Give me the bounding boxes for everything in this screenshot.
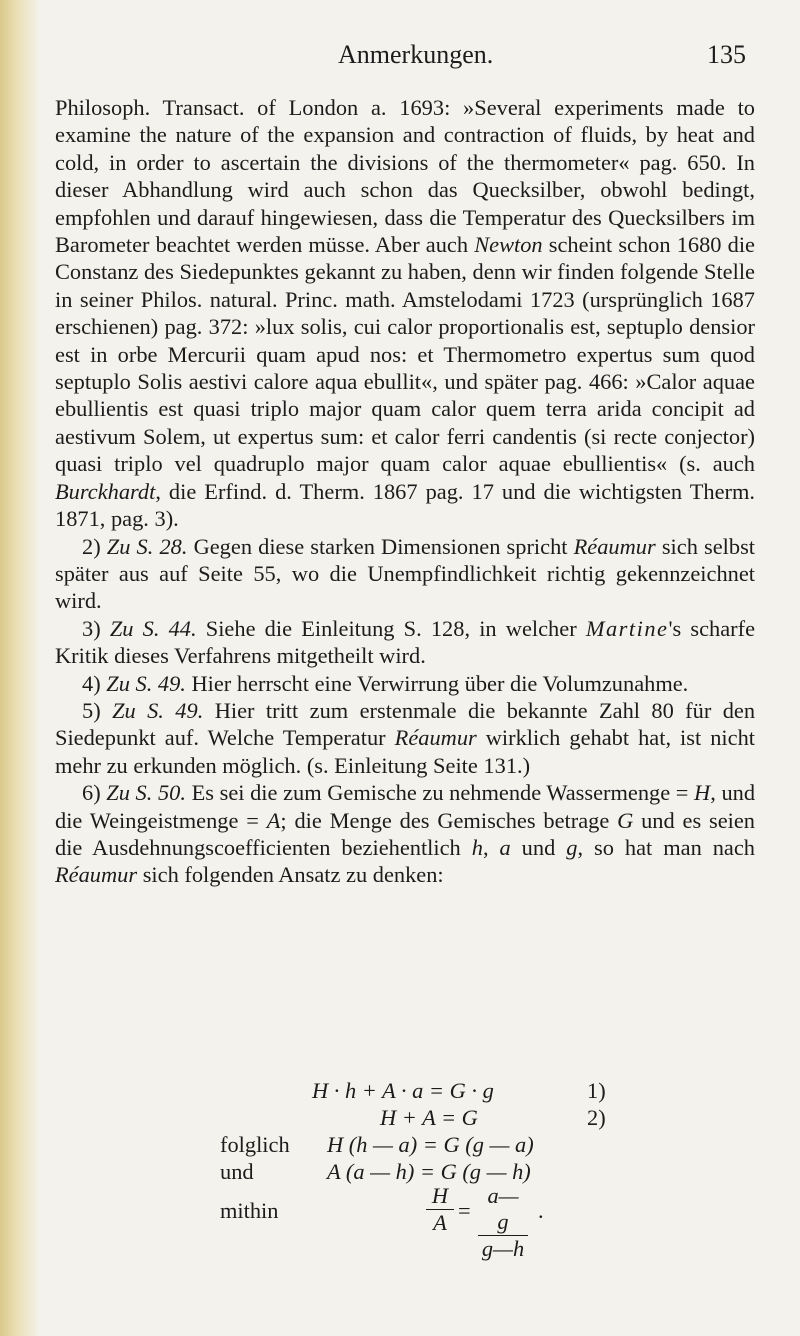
running-header — [338, 40, 746, 76]
body-text — [55, 94, 755, 889]
label-und: und — [220, 1159, 254, 1184]
equation-5-period: . — [538, 1198, 544, 1223]
fraction-right: $\frac{a—g}{g—h}$ — [478, 1183, 528, 1262]
paragraph-note-2: 2) Zu S. 28. Gegen diese starken Dimensionen spricht Réaumur sich selbst später aus auf Seite 55, wo die Unempfindlichkeit richtig gekennzeichnet wird. — [55, 533, 756, 614]
equation-3: H (h — a) = G (g — a) — [327, 1132, 534, 1157]
fraction-h-over-a: $\frac{H}{A}$ — [426, 1183, 454, 1236]
paragraph-note-4: 4) Zu S. 49. Hier herrscht eine Verwirrung über die Volumzunahme. — [82, 670, 689, 696]
page-number: 135 — [707, 40, 746, 69]
paragraph-note-1: Philosoph. Transact. of London a. 1693: »Several experiments made to examine the nature of the expansion and contraction of fluids, by heat and cold, in order to ascertain the divisions of the thermometer« pag. 650. In dieser Abhandlung wird auch schon das Quecksilber, obwohl bedingt, empfohlen und darauf hingewiesen, dass die Temperatur des Quecksilbers im Barometer beachtet werden müsse. Aber auch Newton scheint schon 1680 die Constanz des Siedepunktes gekannt zu haben, denn wir finden folgende Stelle in seiner Philos. natural. Princ. math. Amstelodami 1723 (ursprünglich 1687 erschienen) pag. 372: »lux solis, cui calor proportionalis est, septuplo densior est in orbe Mercurii quam apud nos: et Thermometro expertus sum quod septuplo Solis aestivi calore aqua ebullit«, und später pag. 466: »Calor aquae ebullientis est quasi triplo major quam calor quem terra arida concipit ad aestivum Solem, ut expertus sum: et calor ferri candentis (si recte conjector) quasi triplo vel quadruplo major quam calor aquae ebullientis« (s. auch Burckhardt, die Erfind. d. Therm. 1867 pag. 17 und die wichtigsten Therm. 1871, pag. 3). — [55, 95, 755, 532]
equation-1-number: 1) — [587, 1078, 606, 1103]
paragraph-note-5: 5) Zu S. 49. Hier tritt zum erstenmale die bekannte Zahl 80 für den Siedepunkt auf. Welche Temperatur Réaumur wirklich gehabt hat, ist nicht mehr zu erkunden möglich. (s. Einleitung Seite 131.) — [55, 697, 756, 778]
label-folglich: folglich — [220, 1132, 290, 1157]
equation-2-number: 2) — [587, 1105, 606, 1130]
equation-2: H + A = G — [380, 1105, 478, 1130]
equation-1: H · h + A · a = G · g — [312, 1078, 494, 1103]
paragraph-note-3: 3) Zu S. 44. Siehe die Einleitung S. 128, in welcher Martine's scharfe Kritik dieses Verfahrens mitgetheilt wird. — [55, 615, 756, 669]
running-title: Anmerkungen. — [338, 40, 494, 69]
paragraph-note-6: 6) Zu S. 50. Es sei die zum Gemische zu nehmende Wassermenge = H, und die Weingeistmenge = A; die Menge des Gemisches betrage G und es seien die Ausdehnungscoefficienten beziehentlich h, a und g, so hat man nach Réaumur sich folgenden Ansatz zu denken: — [55, 780, 756, 888]
label-mithin: mithin — [220, 1198, 279, 1223]
fraction-equals: = — [458, 1198, 471, 1223]
page-edge — [0, 0, 40, 1336]
equation-4: A (a — h) = G (g — h) — [327, 1159, 531, 1184]
